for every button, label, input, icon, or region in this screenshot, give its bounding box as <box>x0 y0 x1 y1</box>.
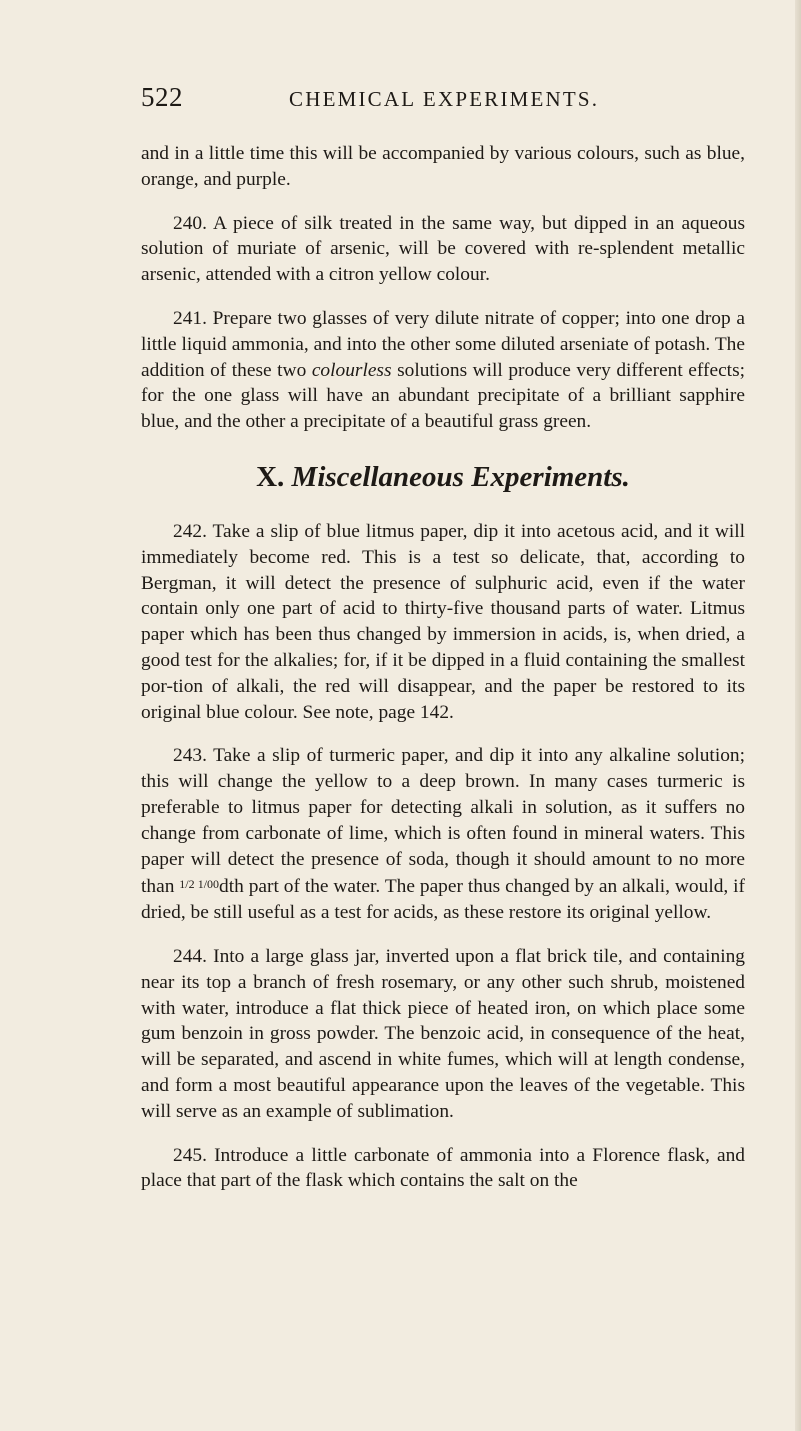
paragraph-245: 245. Introduce a little carbonate of ammonia into a Florence flask, and place that part of the flask which contains the salt on the <box>141 1144 745 1192</box>
paragraph-241 <box>141 306 745 435</box>
paragraph-241-text-a: 241. Prepare two glasses of very dilute nitrate of copper; into one drop a little liquid ammonia, and into the other some diluted arseniate of potash. The addition of these two <box>141 307 745 381</box>
paragraph-244: 244. Into a large glass jar, inverted upon a flat brick tile, and containing near its top a branch of fresh rosemary, or any other such shrub, moistened with water, introduce a flat thick piece of heated iron, on which place some gum benzoin in gross powder. The benzoic acid, in consequence of the heat, will be separated, and ascend in white fumes, which will at length condense, and form a most beautiful appearance upon the leaves of the vegetable. This will serve as an example of sublimation. <box>141 945 745 1122</box>
running-head <box>141 82 681 122</box>
section-title: Miscellaneous Experiments. <box>291 460 630 493</box>
paragraph-241-text-b: solutions will produce very different effects; for the one glass will have an abundant precipitate of a brilliant sapphire blue, and the other a precipitate of a beautiful grass green. <box>141 359 745 433</box>
page-number: 522 <box>141 82 183 112</box>
paragraph-243-text-b: dth part of the water. The paper thus changed by an alkali, would, if dried, be still useful as a test for acids, as these restore its original yellow. <box>141 876 746 924</box>
page-body <box>141 141 745 1194</box>
paragraph-243-text-a: 243. Take a slip of turmeric paper, and dip it into any alkaline solution; this will change the yellow to a deep brown. In many cases turmeric is preferable to litmus paper for detecting alkali in solution, as it suffers no change from carbonate of lime, which is often found in mineral waters. This paper will detect the presence of soda, though it should amount to no more than <box>141 745 745 898</box>
section-heading <box>141 459 745 495</box>
running-title: CHEMICAL EXPERIMENTS. <box>289 87 600 111</box>
paragraph-continued: and in a little time this will be accompanied by various colours, such as blue, orange, and purple. <box>141 143 745 190</box>
paragraph-241-emphasis: colourless <box>311 359 392 381</box>
paragraph-240: 240. A piece of silk treated in the same way, but dipped in an aqueous solution of muriate of arsenic, will be covered with re-splendent metallic arsenic, attended with a citron yellow colour. <box>141 212 745 286</box>
paragraph-243-fraction: 1/2 1/00 <box>179 877 220 892</box>
paragraph-242: 242. Take a slip of blue litmus paper, dip it into acetous acid, and it will immediately become red. This is a test so delicate, that, according to Bergman, it will detect the presence of sulphuric acid, even if the water contain only one part of acid to thirty-five thousand parts of water. Litmus paper which has been thus changed by immersion in acids, is, when dried, a good test for the alkalies; for, if it be dipped in a fluid containing the smallest por-tion of alkali, the red will disappear, and the paper be restored to its original blue colour. See note, page 142. <box>141 520 745 723</box>
page-edge <box>795 0 801 1431</box>
section-number: X. <box>256 460 285 493</box>
paragraph-243 <box>141 743 745 926</box>
